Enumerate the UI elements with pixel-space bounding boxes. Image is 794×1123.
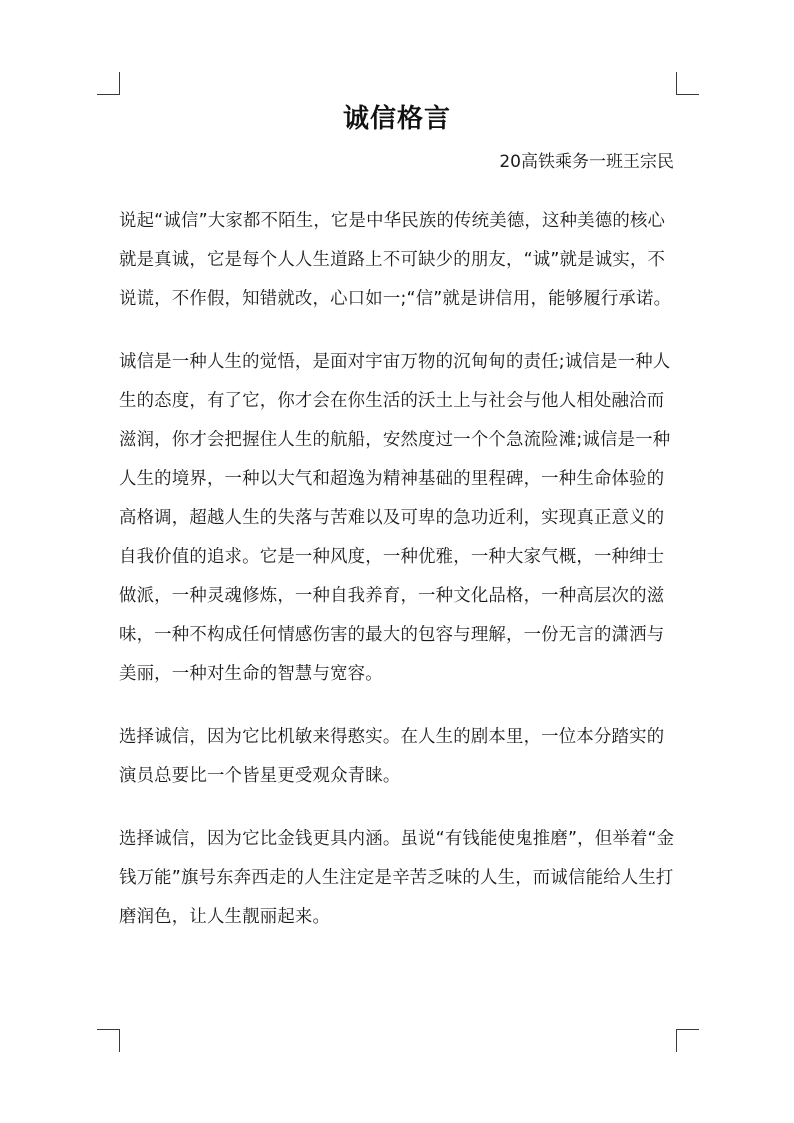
document-title: 诚信格言 bbox=[342, 104, 451, 134]
document-body bbox=[119, 202, 677, 961]
paragraph-2: 诚信是一种人生的觉悟，是面对宇宙万物的沉甸甸的责任;诚信是一种人生的态度，有了它，你才会在你生活的沃土上与社会与他人相处融洽而滋润，你才会把握住人生的航船，安然度过一个个急流险滩;诚信是一种人生的境界，一种以大气和超逸为精神基础的里程碑，一种生命体验的高格调，超越人生的失落与苦难以及可卑的急功近利，实现真正意义的自我价值的追求。它是一种风度，一种优雅，一种大家气概，一种绅士做派，一种灵魂修炼，一种自我养育，一种文化品格，一种高层次的滋味，一种不构成任何情感伤害的最大的包容与理解，一份无言的潇洒与美丽，一种对生命的智慧与宽容。 bbox=[119, 352, 671, 684]
author-line: 20高铁乘务一班王宗民 bbox=[499, 152, 674, 172]
paragraph-1: 说起“诚信”大家都不陌生，它是中华民族的传统美德，这种美德的核心就是真诚，它是每个人人生道路上不可缺少的朋友，“诚”就是诚实，不说谎，不作假，知错就改，心口如一;“信”就是讲信用，能够履行承诺。 bbox=[119, 211, 672, 309]
crop-mark-top-left bbox=[97, 72, 120, 95]
crop-mark-bottom-left bbox=[97, 1029, 120, 1052]
paragraph-3: 选择诚信，因为它比机敏来得憨实。在人生的剧本里，一位本分踏实的演员总要比一个皆星更受观众青睐。 bbox=[119, 727, 665, 786]
paragraph-4: 选择诚信，因为它比金钱更具内涵。虽说“有钱能使鬼推磨”，但举着“金钱万能”旗号东奔西走的人生注定是辛苦乏味的人生，而诚信能给人生打磨润色，让人生靓丽起来。 bbox=[119, 829, 675, 927]
crop-mark-bottom-right bbox=[676, 1029, 699, 1052]
crop-mark-top-right bbox=[676, 72, 699, 95]
